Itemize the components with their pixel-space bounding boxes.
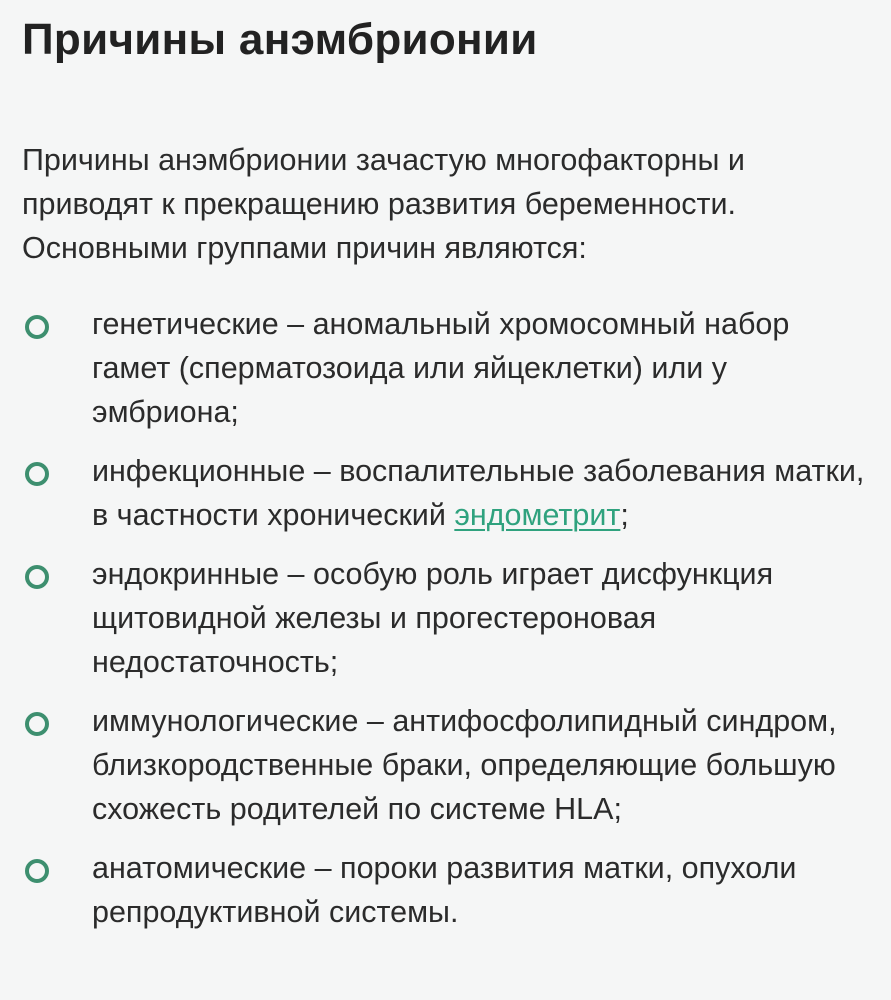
list-item-text: генетические – аномальный хромосомный набор гамет (сперматозоида или яйцеклетки) или у эмбриона; <box>92 307 790 429</box>
list-item-text: иммунологические – антифосфолипидный синдром, близкородственные браки, определяющие большую схожесть родителей по системе HLA; <box>92 704 837 826</box>
list-item-anatomical <box>0 846 891 934</box>
causes-list <box>0 302 891 949</box>
list-item-infectious <box>0 449 891 537</box>
endometritis-link[interactable]: эндометрит <box>454 498 621 532</box>
list-item-text-end: ; <box>620 498 629 532</box>
list-item-immunological <box>0 699 891 831</box>
intro-paragraph: Причины анэмбрионии зачастую многофакторны и приводят к прекращению развития беременности. Основными группами причин являются: <box>22 143 745 265</box>
section-title: Причины анэмбрионии <box>22 15 538 64</box>
list-item-genetic <box>0 302 891 434</box>
circle-bullet-icon <box>25 859 49 883</box>
circle-bullet-icon <box>25 315 49 339</box>
list-item-endocrine <box>0 552 891 684</box>
list-item-text: инфекционные – воспалительные заболевания матки, в частности хронический <box>92 454 865 532</box>
circle-bullet-icon <box>25 565 49 589</box>
circle-bullet-icon <box>25 462 49 486</box>
list-item-text: анатомические – пороки развития матки, опухоли репродуктивной системы. <box>92 851 797 929</box>
list-item-text: эндокринные – особую роль играет дисфункция щитовидной железы и прогестероновая недостаточность; <box>92 557 774 679</box>
circle-bullet-icon <box>25 712 49 736</box>
